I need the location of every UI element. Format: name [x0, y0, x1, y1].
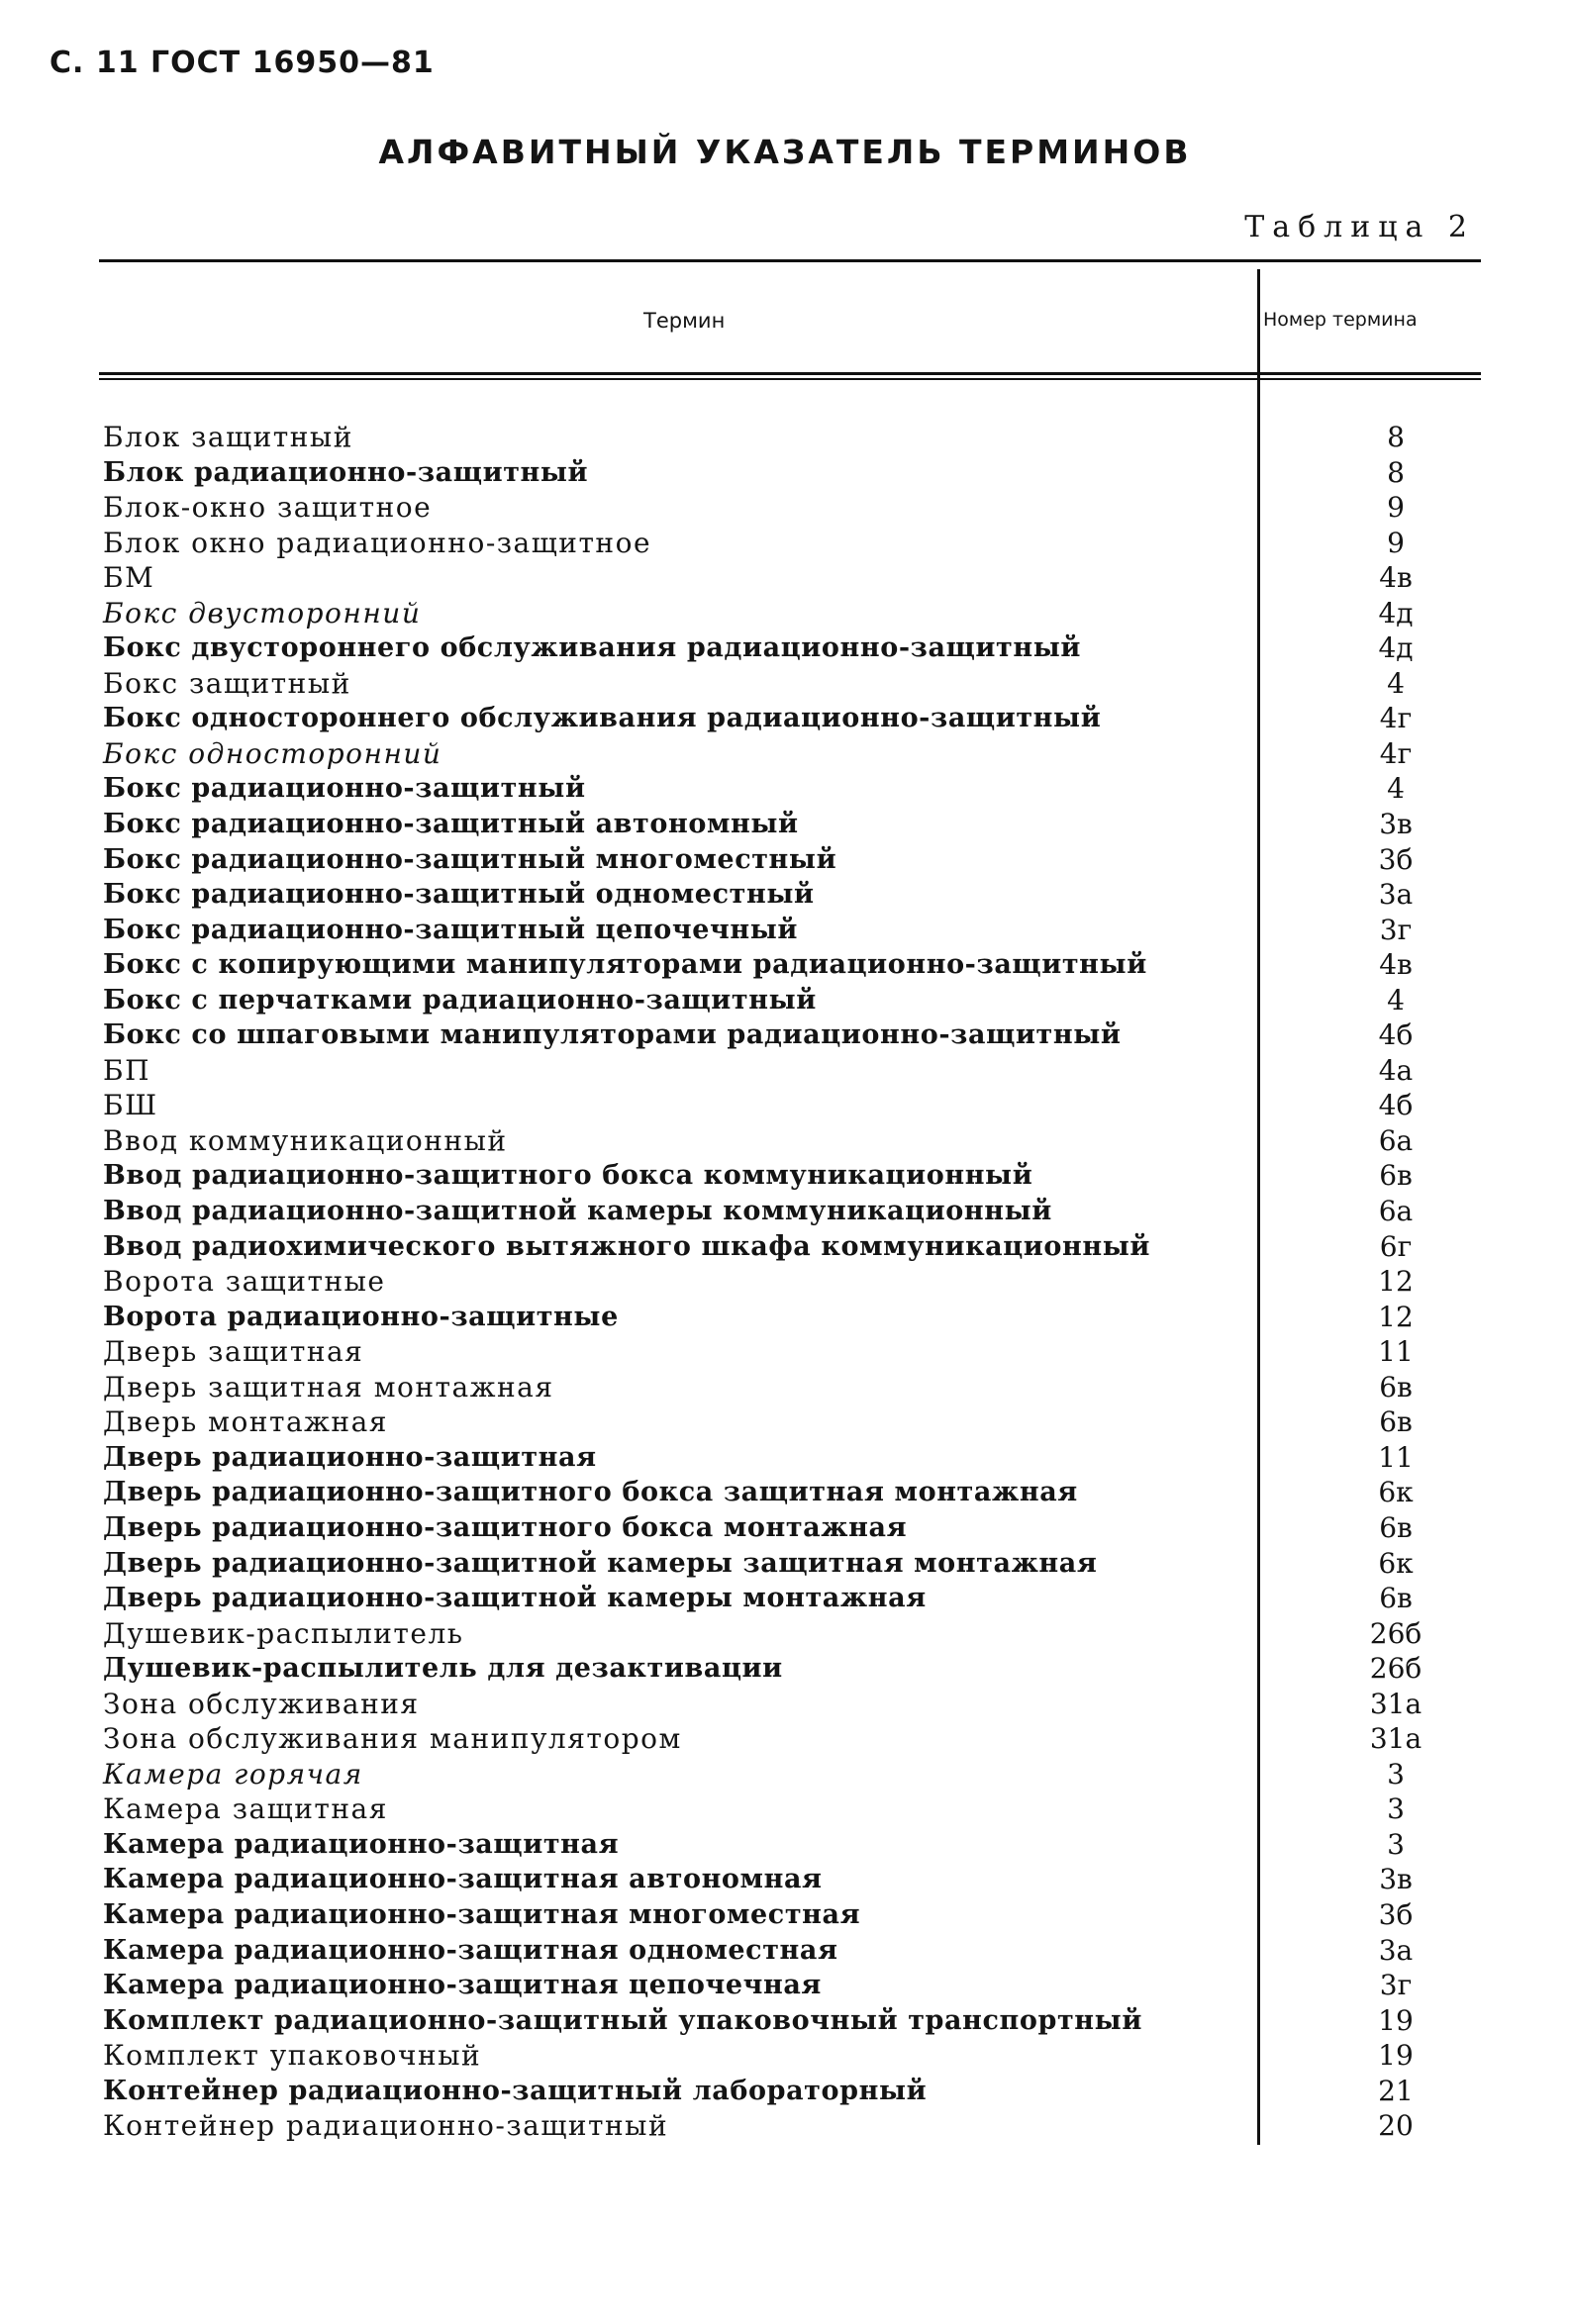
term-text: Камера радиационно-защитная одноместная — [103, 1934, 838, 1966]
term-text: Бокс защитный — [103, 666, 351, 700]
column-header-number: Номер термина — [1263, 309, 1418, 331]
term-number: 4 — [1387, 983, 1405, 1017]
term-text: Дверь радиационно-защитной камеры монтажная — [103, 1583, 927, 1614]
term-text: Комплект упаковочный — [103, 2039, 482, 2073]
term-text: Бокс двустороннего обслуживания радиационно-защитный — [103, 632, 1081, 664]
table-row — [99, 1933, 1481, 1969]
header-rule-lower — [99, 378, 1481, 380]
table-row — [99, 842, 1481, 878]
term-number: 4 — [1387, 772, 1405, 806]
term-number: 4в — [1379, 561, 1413, 595]
term-text: Блок радиационно-защитный — [103, 456, 589, 488]
table-row — [99, 877, 1481, 913]
term-number: 6а — [1378, 1123, 1414, 1157]
term-number: 26б — [1369, 1616, 1423, 1650]
term-number: 4б — [1378, 1089, 1414, 1122]
table-row — [99, 1194, 1481, 1229]
term-number: 3а — [1378, 1933, 1414, 1967]
table-label: Таблица 2 — [1244, 210, 1475, 244]
table-row — [99, 1370, 1481, 1405]
table-row — [99, 1510, 1481, 1546]
term-number: 4 — [1387, 666, 1405, 700]
table-row — [99, 666, 1481, 702]
term-text: Бокс одностороннего обслуживания радиационно-защитный — [103, 703, 1102, 734]
table-row — [99, 1334, 1481, 1370]
term-text: Камера радиационно-защитная — [103, 1828, 620, 1860]
table-row — [99, 1546, 1481, 1582]
term-number: 19 — [1378, 2003, 1414, 2037]
table-row — [99, 560, 1481, 596]
page-title: АЛФАВИТНЫЙ УКАЗАТЕЛЬ ТЕРМИНОВ — [378, 133, 1192, 171]
table-row — [99, 1475, 1481, 1510]
term-number: 11 — [1378, 1440, 1414, 1474]
term-number: 9 — [1387, 491, 1405, 525]
table-row — [99, 1968, 1481, 2003]
term-number: 9 — [1387, 526, 1405, 559]
table-row — [99, 490, 1481, 526]
table-row — [99, 1791, 1481, 1827]
table-row — [99, 1827, 1481, 1863]
term-number: 4г — [1379, 736, 1413, 770]
term-number: 19 — [1378, 2039, 1414, 2073]
term-number: 3г — [1379, 913, 1413, 946]
term-text: Дверь радиационно-защитного бокса монтажная — [103, 1511, 908, 1543]
term-text: Бокс с копирующими манипуляторами радиационно-защитный — [103, 949, 1147, 981]
term-number: 26б — [1369, 1652, 1423, 1686]
term-text: Дверь защитная монтажная — [103, 1370, 554, 1404]
term-number: 4г — [1379, 702, 1413, 735]
table-row — [99, 1229, 1481, 1265]
term-number: 31а — [1369, 1722, 1423, 1756]
table-row — [99, 983, 1481, 1018]
term-text: Зона обслуживания манипулятором — [103, 1722, 682, 1756]
table-row — [99, 2038, 1481, 2074]
term-text: БШ — [103, 1089, 158, 1122]
term-text: Блок защитный — [103, 421, 353, 453]
table-row — [99, 1581, 1481, 1616]
term-number: 3г — [1379, 1969, 1413, 2002]
term-text: Бокс односторонний — [103, 736, 442, 770]
term-number: 3а — [1378, 878, 1414, 912]
term-number: 31а — [1369, 1687, 1423, 1720]
term-text: Блок окно радиационно-защитное — [103, 526, 652, 559]
table-row — [99, 1616, 1481, 1652]
term-text: Комплект радиационно-защитный упаковочный транспортный — [103, 2004, 1142, 2036]
term-number: 3 — [1387, 1792, 1405, 1826]
term-number: 3б — [1378, 842, 1414, 876]
term-text: Ввод радиохимического вытяжного шкафа коммуникационный — [103, 1230, 1151, 1262]
table-row — [99, 807, 1481, 842]
term-number: 6а — [1378, 1195, 1414, 1228]
term-text: Дверь радиационно-защитная — [103, 1441, 597, 1473]
term-text: Контейнер радиационно-защитный — [103, 2109, 669, 2143]
terms-table-body — [99, 420, 1481, 2144]
term-number: 8 — [1387, 421, 1405, 453]
term-text: Зона обслуживания — [103, 1687, 420, 1720]
term-text: Душевик-распылитель для дезактивации — [103, 1653, 783, 1685]
header-rule-upper — [99, 372, 1481, 375]
term-number: 3 — [1387, 1757, 1405, 1791]
term-text: Ворота радиационно-защитные — [103, 1301, 619, 1332]
table-row — [99, 2003, 1481, 2039]
term-number: 4в — [1379, 948, 1413, 982]
term-number: 21 — [1378, 2074, 1414, 2107]
term-text: Бокс с перчатками радиационно-защитный — [103, 984, 817, 1016]
term-text: Ворота защитные — [103, 1265, 386, 1299]
table-row — [99, 1897, 1481, 1933]
term-text: Блок-окно защитное — [103, 491, 433, 525]
table-row — [99, 1300, 1481, 1335]
table-row — [99, 701, 1481, 736]
term-number: 6в — [1379, 1370, 1413, 1404]
term-text: Бокс радиационно-защитный многоместный — [103, 843, 837, 875]
term-text: Бокс радиационно-защитный одноместный — [103, 879, 815, 911]
term-number: 6к — [1378, 1546, 1414, 1580]
term-text: Контейнер радиационно-защитный лабораторный — [103, 2075, 928, 2106]
table-row — [99, 1158, 1481, 1194]
term-text: Душевик-распылитель — [103, 1616, 464, 1650]
term-number: 3б — [1378, 1897, 1414, 1931]
table-row — [99, 2108, 1481, 2144]
term-text: Камера горячая — [103, 1757, 363, 1791]
term-number: 3в — [1379, 1863, 1413, 1896]
table-row — [99, 947, 1481, 983]
table-row — [99, 1440, 1481, 1476]
term-number: 4д — [1378, 596, 1414, 629]
term-number: 6в — [1379, 1510, 1413, 1544]
term-text: Камера радиационно-защитная автономная — [103, 1864, 823, 1895]
term-text: Камера защитная — [103, 1792, 388, 1826]
term-text: Ввод радиационно-защитной камеры коммуникационный — [103, 1196, 1052, 1227]
table-row — [99, 1264, 1481, 1300]
term-number: 11 — [1378, 1335, 1414, 1369]
table-row — [99, 1651, 1481, 1687]
table-row — [99, 2074, 1481, 2109]
term-text: БМ — [103, 561, 155, 595]
page-header: С. 11 ГОСТ 16950—81 — [49, 46, 435, 80]
table-row — [99, 1017, 1481, 1053]
term-text: БП — [103, 1053, 150, 1087]
term-text: Бокс радиационно-защитный автономный — [103, 809, 799, 840]
term-number: 6к — [1378, 1476, 1414, 1509]
term-text: Камера радиационно-защитная цепочечная — [103, 1970, 822, 2001]
table-row — [99, 630, 1481, 666]
term-number: 6в — [1379, 1405, 1413, 1439]
table-row — [99, 596, 1481, 631]
term-text: Бокс радиационно-защитный — [103, 773, 586, 805]
table-row — [99, 1088, 1481, 1123]
term-number: 6в — [1379, 1582, 1413, 1615]
table-row — [99, 1404, 1481, 1440]
term-number: 12 — [1378, 1265, 1414, 1299]
term-text: Дверь радиационно-защитной камеры защитная монтажная — [103, 1547, 1098, 1579]
term-text: Бокс со шпаговыми манипуляторами радиационно-защитный — [103, 1019, 1122, 1051]
term-number: 8 — [1387, 455, 1405, 489]
term-text: Ввод коммуникационный — [103, 1123, 508, 1157]
term-number: 4а — [1378, 1053, 1414, 1087]
table-row — [99, 1757, 1481, 1792]
term-number: 12 — [1378, 1300, 1414, 1333]
table-row — [99, 771, 1481, 807]
table-row — [99, 736, 1481, 772]
term-text: Бокс двусторонний — [103, 596, 422, 629]
term-text: Дверь защитная — [103, 1335, 364, 1369]
term-text: Дверь радиационно-защитного бокса защитная монтажная — [103, 1477, 1078, 1508]
table-row — [99, 420, 1481, 455]
term-number: 4д — [1378, 631, 1414, 665]
term-text: Камера радиационно-защитная многоместная — [103, 1898, 861, 1930]
table-row — [99, 1053, 1481, 1089]
table-row — [99, 913, 1481, 948]
table-top-rule — [99, 259, 1481, 262]
table-row — [99, 1721, 1481, 1757]
term-number: 6г — [1379, 1229, 1413, 1263]
table-row — [99, 1687, 1481, 1722]
column-header-term: Термин — [643, 309, 726, 333]
table-row — [99, 1123, 1481, 1159]
table-row — [99, 1862, 1481, 1897]
term-number: 3в — [1379, 808, 1413, 841]
term-text: Ввод радиационно-защитного бокса коммуникационный — [103, 1160, 1033, 1192]
table-row — [99, 455, 1481, 491]
term-number: 6в — [1379, 1159, 1413, 1193]
term-text: Дверь монтажная — [103, 1405, 388, 1439]
table-row — [99, 526, 1481, 561]
term-number: 3 — [1387, 1827, 1405, 1861]
term-text: Бокс радиационно-защитный цепочечный — [103, 914, 799, 945]
term-number: 20 — [1378, 2109, 1414, 2143]
term-number: 4б — [1378, 1018, 1414, 1052]
